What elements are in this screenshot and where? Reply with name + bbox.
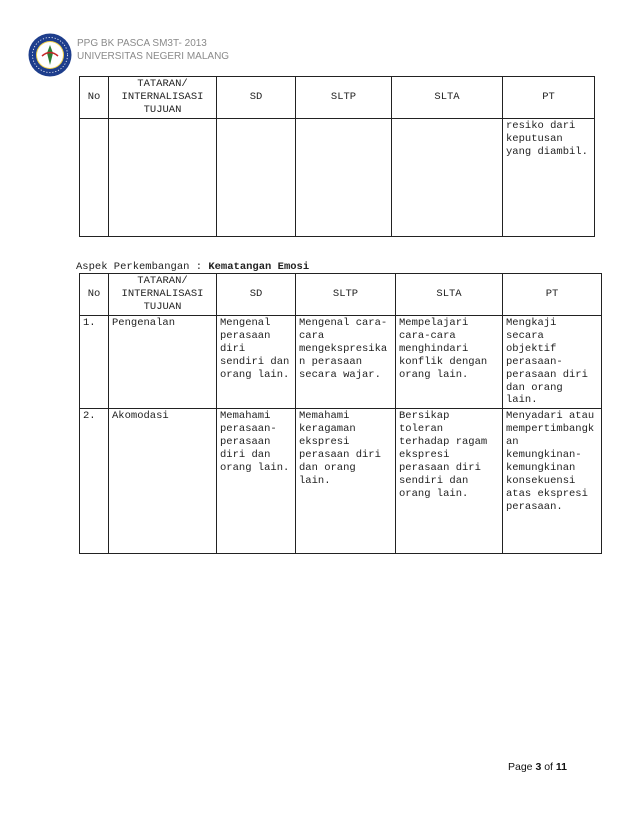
cell-slta: Mempelajari cara-cara menghindari konflik dengan orang lain.: [396, 316, 503, 409]
cell-sd: [217, 119, 296, 237]
page-of: of: [541, 761, 556, 773]
aspek-separator: :: [189, 261, 209, 273]
col-header-slta: SLTA: [392, 77, 503, 119]
cell-no: 1.: [80, 316, 109, 409]
cell-sd: Mengenal perasaan diri sendiri dan orang lain.: [217, 316, 296, 409]
cell-tataran: Pengenalan: [109, 316, 217, 409]
col-header-slta: SLTA: [396, 274, 503, 316]
cell-no: 2.: [80, 409, 109, 554]
col-header-sltp: SLTP: [296, 77, 392, 119]
col-header-no: No: [80, 274, 109, 316]
col-header-sltp: SLTP: [296, 274, 396, 316]
table-continued: [79, 76, 595, 237]
table-header-row: [80, 274, 602, 316]
cell-sd: Memahami perasaan-perasaan diri dan orang lain.: [217, 409, 296, 554]
col-header-tataran: TATARAN/ INTERNALISASI TUJUAN: [109, 274, 217, 316]
page-current: 3: [535, 761, 542, 773]
university-logo: [27, 32, 73, 78]
page-number: [508, 761, 567, 773]
header-line-1: PPG BK PASCA SM3T- 2013: [77, 38, 207, 49]
cell-no: [80, 119, 109, 237]
cell-sltp: [296, 119, 392, 237]
cell-sltp: Memahami keragaman ekspresi perasaan diri dan orang lain.: [296, 409, 396, 554]
col-header-no: No: [80, 77, 109, 119]
cell-pt: resiko dari keputusan yang diambil.: [503, 119, 595, 237]
header-line-2: UNIVERSITAS NEGERI MALANG: [77, 51, 230, 62]
cell-sltp: Mengenal cara-cara mengekspresikan perasaan secara wajar.: [296, 316, 396, 409]
aspek-label: Aspek Perkembangan: [76, 261, 190, 273]
cell-tataran: Akomodasi: [109, 409, 217, 554]
table-row: [80, 119, 595, 237]
table-header-row: [80, 77, 595, 119]
page-total: 11: [555, 761, 567, 773]
table-kematangan-emosi: [79, 273, 602, 554]
col-header-sd: SD: [217, 274, 296, 316]
cell-pt: Mengkaji secara objektif perasaan-perasaan diri dan orang lain.: [503, 316, 602, 409]
cell-tataran: [109, 119, 217, 237]
cell-slta: [392, 119, 503, 237]
col-header-sd: SD: [217, 77, 296, 119]
cell-slta: Bersikap toleran terhadap ragam ekspresi perasaan diri sendiri dan orang lain.: [396, 409, 503, 554]
col-header-pt: PT: [503, 77, 595, 119]
table-row: [80, 409, 602, 554]
col-header-tataran: TATARAN/ INTERNALISASI TUJUAN: [109, 77, 217, 119]
cell-pt: Menyadari atau mempertimbangkan kemungkinan-kemungkinan konsekuensi atas ekspresi perasaan.: [503, 409, 602, 554]
page-prefix: Page: [508, 761, 536, 773]
table-row: [80, 316, 602, 409]
document-header: [77, 37, 229, 63]
aspek-value: Kematangan Emosi: [208, 261, 310, 273]
col-header-pt: PT: [503, 274, 602, 316]
